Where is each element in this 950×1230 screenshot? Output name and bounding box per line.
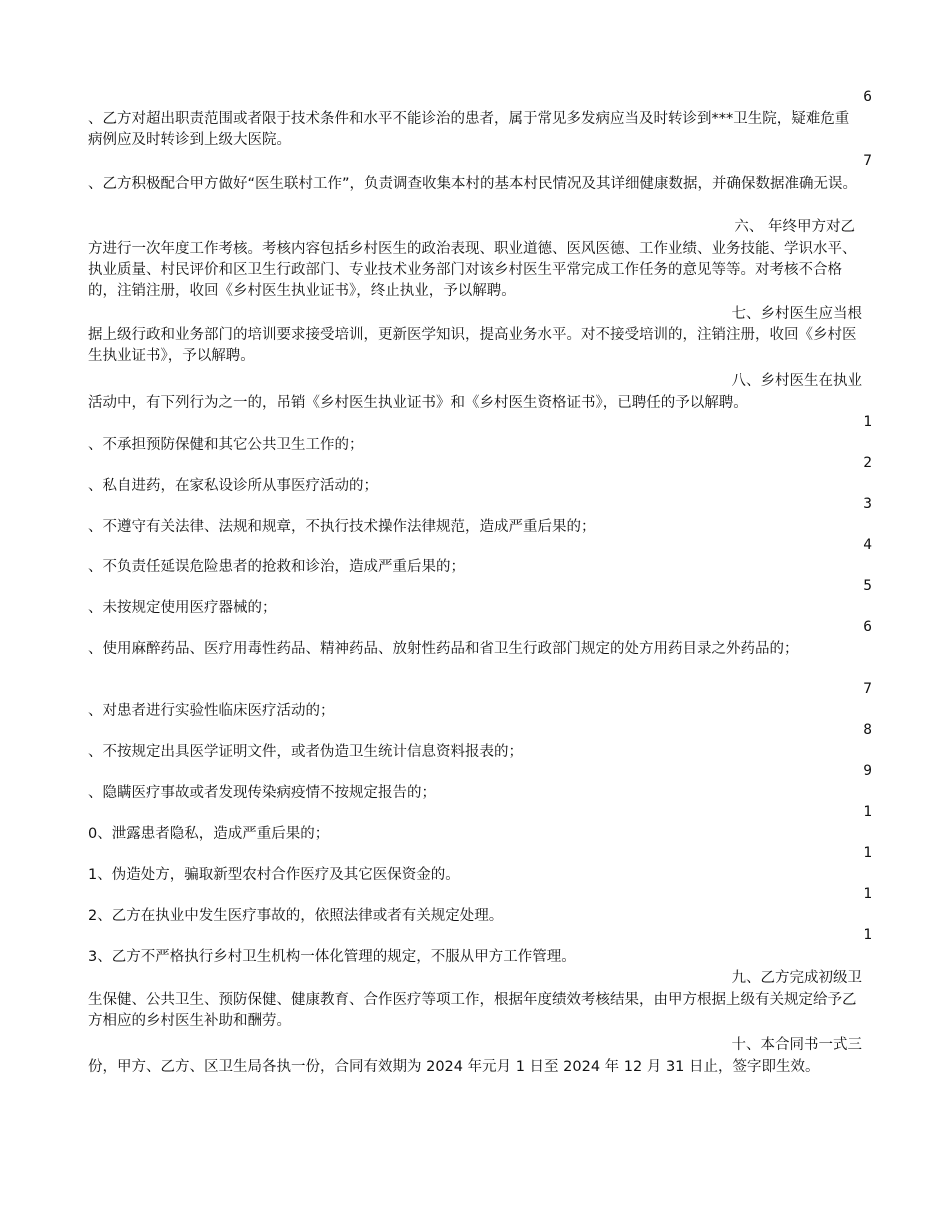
list-item-text: 1、伪造处方，骗取新型农村合作医疗及其它医保资金的。 (88, 867, 460, 883)
list-item-text: 3、乙方不严格执行乡村卫生机构一体化管理的规定，不服从甲方工作管理。 (88, 949, 576, 965)
list-number: 6 (863, 619, 872, 635)
list-number: 2 (863, 455, 872, 471)
list-number: 4 (863, 537, 872, 553)
section-heading-10: 十、本合同书一式三 (731, 1037, 862, 1053)
list-number: 3 (863, 496, 872, 512)
section-text-10: 份，甲方、乙方、区卫生局各执一份，合同有效期为 2024 年元月 1 日至 2024 年 12 月 31 日止，签字即生效。 (88, 1059, 820, 1075)
list-number: 1 (863, 927, 872, 943)
section-text-8: 活动中，有下列行为之一的，吊销《乡村医生执业证书》和《乡村医生资格证书》，已聘任的予以解聘。 (88, 395, 748, 411)
list-number: 9 (863, 763, 872, 779)
list-item-text: 、私自进药，在家私设诊所从事医疗活动的； (88, 478, 378, 494)
list-item-text: 、不负责任延误危险患者的抢救和诊治，造成严重后果的； (88, 559, 465, 575)
list-number: 8 (863, 722, 872, 738)
section-heading-6: 六、 年终甲方对乙 (734, 219, 855, 235)
list-item-text: 2、乙方在执业中发生医疗事故的，依照法律或者有关规定处理。 (88, 908, 504, 924)
list-number: 1 (863, 845, 872, 861)
section-heading-8: 八、乡村医生在执业 (731, 373, 862, 389)
section-heading-7: 七、乡村医生应当根 (731, 306, 862, 322)
list-item-text: 、对患者进行实验性临床医疗活动的； (88, 703, 335, 719)
section-text-7: 据上级行政和业务部门的培训要求接受培训，更新医学知识，提高业务水平。对不接受培训的，注销注册，收回《乡村医生执业证书》，予以解聘。 (88, 327, 857, 364)
list-item-text: 、不遵守有关法律、法规和规章，不执行技术操作法律规范，造成严重后果的； (88, 519, 596, 535)
list-number: 5 (863, 578, 872, 594)
section-text-6: 方进行一次年度工作考核。考核内容包括乡村医生的政治表现、职业道德、医风医德、工作业绩、业务技能、学识水平、执业质量、村民评价和区卫生行政部门、专业技术业务部门对该乡村医生平常完成工作任务的意见等等。对考核不合格的，注销注册，收回《乡村医生执业证书》，终止执业，予以解聘。 (88, 241, 857, 299)
list-number: 1 (863, 414, 872, 430)
list-item-text: 、使用麻醉药品、医疗用毒性药品、精神药品、放射性药品和省卫生行政部门规定的处方用药目录之外药品的； (88, 641, 799, 657)
list-number: 1 (863, 804, 872, 820)
list-item-text: 、隐瞒医疗事故或者发现传染病疫情不按规定报告的； (88, 785, 436, 801)
item-number: 6 (863, 89, 872, 105)
item-text: 、乙方积极配合甲方做好“医生联村工作”，负责调查收集本村的基本村民情况及其详细健康数据，并确保数据准确无误。 (88, 176, 858, 192)
list-item-text: 、不承担预防保健和其它公共卫生工作的； (88, 437, 364, 453)
section-text-9: 生保健、公共卫生、预防保健、健康教育、合作医疗等项工作，根据年度绩效考核结果，由甲方根据上级有关规定给予乙方相应的乡村医生补助和酬劳。 (88, 992, 857, 1029)
list-item-text: 0、泄露患者隐私，造成严重后果的； (88, 826, 330, 842)
list-number: 7 (863, 681, 872, 697)
list-item-text: 、不按规定出具医学证明文件，或者伪造卫生统计信息资料报表的； (88, 744, 523, 760)
list-number: 1 (863, 886, 872, 902)
section-heading-9: 九、乙方完成初级卫 (731, 970, 862, 986)
item-text: 、乙方对超出职责范围或者限于技术条件和水平不能诊治的患者，属于常见多发病应当及时转诊到***卫生院，疑难危重病例应及时转诊到上级大医院。 (88, 111, 850, 148)
list-item-text: 、未按规定使用医疗器械的； (88, 600, 277, 616)
item-number: 7 (863, 153, 872, 169)
